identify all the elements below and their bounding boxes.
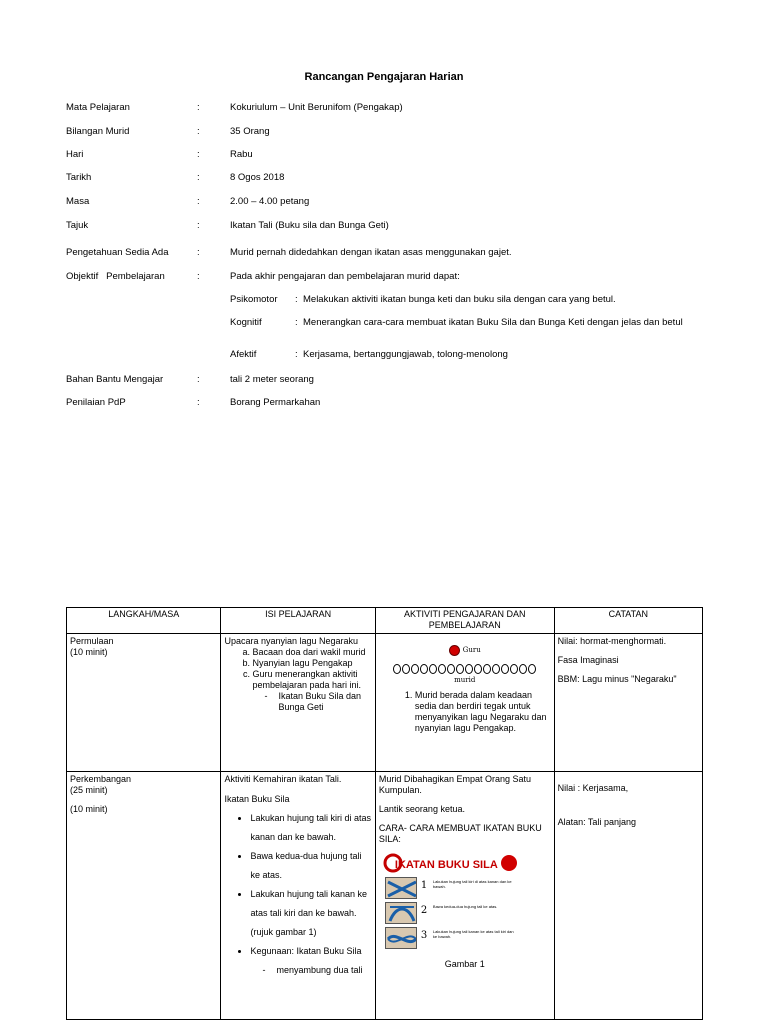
colon: : — [197, 271, 200, 282]
step-time: (25 minit) — [70, 785, 108, 795]
student-circle-icon — [411, 664, 419, 674]
colon: : — [197, 374, 200, 385]
table-row — [67, 634, 703, 772]
label-hari: Hari — [66, 149, 84, 160]
header-aktiviti: AKTIVITI PENGAJARAN DAN PEMBELAJARAN — [375, 608, 554, 634]
note: Fasa Imaginasi — [557, 655, 619, 665]
figure-step — [385, 902, 519, 924]
student-circle-icon — [393, 664, 401, 674]
list-item: a. Bacaan doa dari wakil murid — [252, 647, 371, 658]
activity-list — [379, 690, 551, 734]
list-item — [250, 942, 371, 980]
scout-badge-icon — [501, 855, 517, 871]
table-header-row — [67, 608, 703, 634]
activity-text: Lantik seorang ketua. — [378, 804, 465, 814]
colon: : — [197, 220, 200, 231]
note: Alatan: Tali panjang — [557, 817, 636, 827]
cell-isi-perkembangan — [221, 772, 375, 1020]
colon: : — [295, 294, 298, 305]
step-number: 3 — [420, 930, 428, 941]
colon: : — [197, 149, 200, 160]
objective-value-psikomotor: Melakukan aktiviti ikatan bunga keti dan buku sila dengan cara yang betul. — [303, 294, 616, 305]
label-masa: Masa — [66, 196, 90, 207]
knot-step-image — [385, 927, 417, 949]
list-item: • Bawa kedua-dua hujung tali ke atas. — [250, 847, 371, 885]
murid-label: murid — [454, 676, 476, 684]
value-mata-pelajaran: Kokuriulum – Unit Berunifom (Pengakap) — [230, 102, 403, 113]
cell-langkah-perkembangan — [67, 772, 221, 1020]
header-isi-pelajaran: ISI PELAJARAN — [221, 608, 375, 634]
label-mata-pelajaran: Mata Pelajaran — [66, 102, 130, 113]
label-bilangan-murid: Bilangan Murid — [66, 126, 130, 137]
cell-aktiviti-perkembangan — [375, 772, 554, 1020]
sub-list — [250, 961, 371, 980]
list-item: • Lakukan hujung tali kiri di atas kanan dan ke bawah. — [250, 809, 371, 847]
list-item-text: Guru menerangkan aktiviti pembelajaran pada hari ini. — [252, 669, 362, 690]
colon: : — [197, 247, 200, 258]
step-name: Permulaan — [70, 636, 114, 646]
list-item-text: Lakukan hujung tali kanan ke atas tali kiri dan ke bawah. — [250, 889, 368, 918]
step-text: Lakukan hujung tali kiri di atas kanan dan ke bawah. — [432, 879, 512, 889]
value-bahan-bantu-mengajar: tali 2 meter seorang — [230, 374, 314, 385]
page-title: Rancangan Pengajaran Harian — [304, 71, 464, 83]
student-circle-icon — [519, 664, 527, 674]
figure-step — [385, 927, 519, 949]
figure-caption: Gambar 1 — [444, 959, 485, 969]
label-tarikh: Tarikh — [66, 172, 92, 183]
knot-step-image — [385, 877, 417, 899]
student-circle-icon — [420, 664, 428, 674]
cell-catatan-permulaan — [554, 634, 702, 772]
step-number: 1 — [420, 880, 428, 891]
guru-marker — [379, 645, 551, 656]
cell-langkah-permulaan — [67, 634, 221, 772]
list-item: - Ikatan Buku Sila dan Bunga Geti — [278, 691, 371, 713]
value-objektif: Pada akhir pengajaran dan pembelajaran murid dapat: — [230, 271, 460, 282]
colon: : — [295, 349, 298, 360]
step-name: Perkembangan — [70, 774, 132, 784]
step-number: 2 — [420, 905, 428, 916]
student-circle-icon — [510, 664, 518, 674]
student-circle-icon — [402, 664, 410, 674]
header-catatan: CATATAN — [554, 608, 702, 634]
objective-key-psikomotor: Psikomotor — [230, 294, 278, 305]
lesson-table — [66, 607, 703, 1020]
guru-label: Guru — [462, 646, 481, 654]
step-text: Bawa kedua-dua hujung tali ke atas. — [432, 904, 498, 909]
teacher-dot-icon — [449, 645, 460, 656]
activity-text: Murid Dibahagikan Empat Orang Satu Kumpulan. — [378, 774, 531, 795]
note: Nilai: hormat-menghormati. — [557, 636, 667, 646]
list-item-text: Kegunaan: Ikatan Buku Sila — [250, 946, 362, 956]
step-time: (10 minit) — [70, 804, 108, 814]
colon: : — [197, 126, 200, 137]
figure-step — [385, 877, 519, 899]
value-tarikh: 8 Ogos 2018 — [230, 172, 285, 183]
value-penilaian-pdp: Borang Permarkahan — [230, 397, 321, 408]
table-row — [67, 772, 703, 1020]
value-masa: 2.00 – 4.00 petang — [230, 196, 310, 207]
label-objektif: Objektif Pembelajaran — [66, 271, 165, 282]
list-item — [252, 669, 371, 713]
objective-value-kognitif: Menerangkan cara-cara membuat ikatan Buku Sila dan Bunga Keti dengan jelas dan betul — [303, 317, 683, 328]
student-circle-icon — [501, 664, 509, 674]
list-item: b. Nyanyian lagu Pengakap — [252, 658, 371, 669]
objective-value-afektif: Kerjasama, bertanggungjawab, tolong-menolong — [303, 349, 508, 360]
figure-ikatan-buku-sila — [381, 851, 521, 955]
list-item: - menyambung dua tali — [276, 961, 371, 980]
content-title: Aktiviti Kemahiran ikatan Tali. — [224, 774, 342, 784]
value-pengetahuan-sedia-ada: Murid pernah didedahkan dengan ikatan asas menggunakan gajet. — [230, 247, 512, 258]
content-subtitle: Ikatan Buku Sila — [224, 794, 290, 804]
cell-catatan-perkembangan — [554, 772, 702, 1020]
colon: : — [197, 397, 200, 408]
header-langkah-masa: LANGKAH/MASA — [67, 608, 221, 634]
list-item — [250, 885, 371, 942]
label-bahan-bantu-mengajar: Bahan Bantu Mengajar — [66, 374, 164, 385]
student-circle-icon — [528, 664, 536, 674]
student-circle-icon — [492, 664, 500, 674]
colon: : — [295, 317, 298, 328]
value-hari: Rabu — [230, 149, 253, 160]
value-tajuk: Ikatan Tali (Buku sila dan Bunga Geti) — [230, 220, 389, 231]
content-bullets — [224, 809, 371, 980]
list-item-ref: (rujuk gambar 1) — [250, 927, 317, 937]
knot-step-image — [385, 902, 417, 924]
step-text: Lakukan hujung tali kanan ke atas tali kiri dan ke bawah. — [432, 929, 514, 939]
label-penilaian-pdp: Penilaian PdP — [66, 397, 126, 408]
student-circle-icon — [456, 664, 464, 674]
figure-title: IKATAN BUKU SILA — [394, 859, 498, 871]
note: BBM: Lagu minus "Negaraku" — [557, 674, 677, 684]
step-time: (10 minit) — [70, 647, 108, 657]
student-circle-icon — [465, 664, 473, 674]
activity-text: CARA- CARA MEMBUAT IKATAN BUKU SILA: — [378, 823, 542, 844]
label-tajuk: Tajuk — [66, 220, 89, 231]
objective-key-kognitif: Kognitif — [230, 317, 262, 328]
objective-key-afektif: Afektif — [230, 349, 257, 360]
value-bilangan-murid: 35 Orang — [230, 126, 270, 137]
student-circles — [379, 664, 551, 674]
colon: : — [197, 172, 200, 183]
colon: : — [197, 196, 200, 207]
sub-list — [252, 691, 371, 713]
cell-aktiviti-permulaan — [375, 634, 554, 772]
content-list — [224, 647, 371, 713]
list-item: 1. Murid berada dalam keadaan sedia dan berdiri tegak untuk menyanyikan lagu Negaraku dan nyanyian lagu Pengakap. — [415, 690, 551, 734]
student-circle-icon — [483, 664, 491, 674]
student-circle-icon — [438, 664, 446, 674]
student-circle-icon — [447, 664, 455, 674]
student-circle-icon — [474, 664, 482, 674]
cell-isi-permulaan — [221, 634, 375, 772]
colon: : — [197, 102, 200, 113]
student-circle-icon — [429, 664, 437, 674]
content-intro: Upacara nyanyian lagu Negaraku — [224, 636, 359, 646]
label-pengetahuan-sedia-ada: Pengetahuan Sedia Ada — [66, 247, 169, 258]
note: Nilai : Kerjasama, — [557, 783, 629, 793]
